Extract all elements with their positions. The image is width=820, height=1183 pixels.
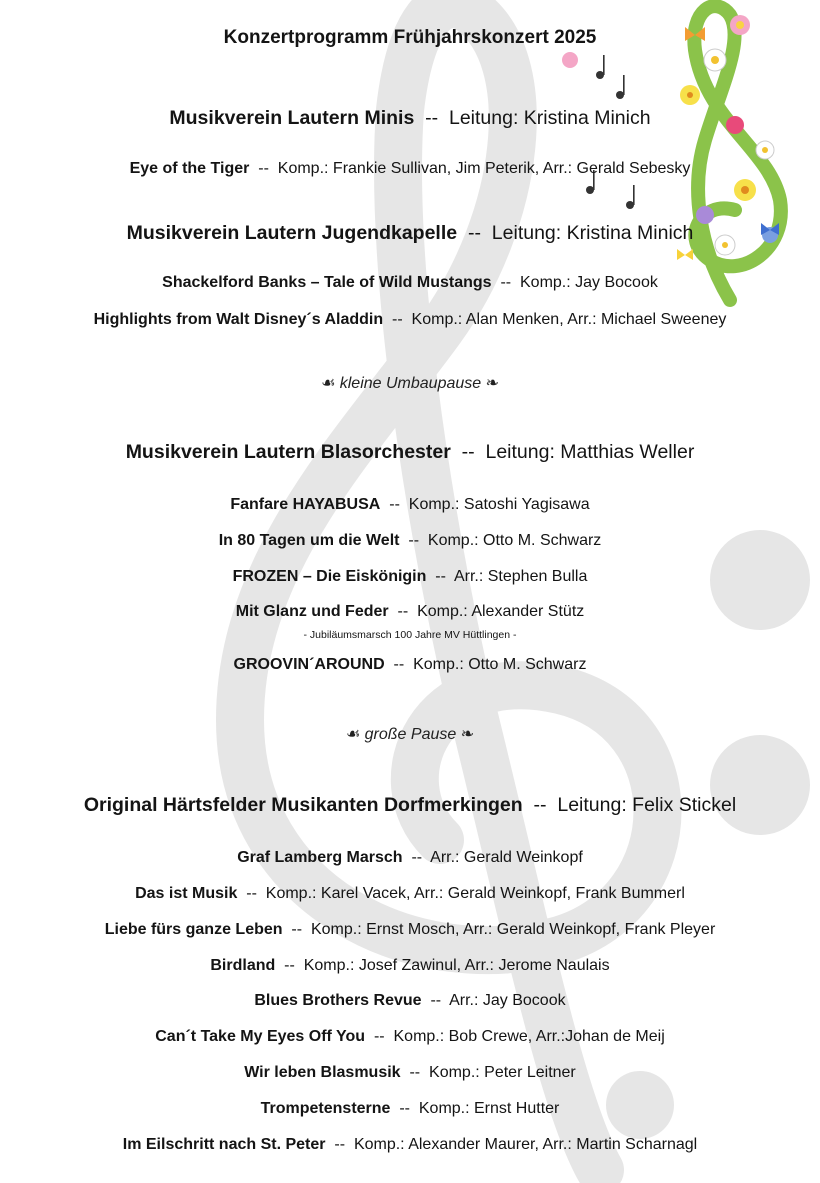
piece-title: Graf Lamberg Marsch — [237, 849, 403, 866]
page-title: Konzertprogramm Frühjahrskonzert 2025 — [223, 27, 597, 48]
piece-credits: Komp.: Ernst Hutter — [418, 1100, 560, 1117]
ensemble-name: Original Härtsfelder Musikanten Dorfmerkingen — [83, 794, 523, 816]
piece-title: Blues Brothers Revue — [254, 992, 422, 1009]
piece-credits: Komp.: Peter Leitner — [429, 1064, 576, 1081]
pause-umbau — [0, 376, 820, 392]
piece-credits: Komp.: Karel Vacek, Arr.: Gerald Weinkopf, Frank Bummerl — [265, 885, 685, 902]
program-item: In 80 Tagen um die Welt -- Komp.: Otto M. Schwarz — [218, 532, 602, 549]
piece-credits: Komp.: Bob Crewe, Arr.:Johan de Meij — [393, 1028, 665, 1045]
program-item: Eye of the Tiger -- Komp.: Frankie Sullivan, Jim Peterik, Arr.: Gerald Sebesky — [129, 160, 691, 177]
program-item: Shackelford Banks – Tale of Wild Mustangs -- Komp.: Jay Bocook — [162, 274, 658, 291]
piece-title: Wir leben Blasmusik — [244, 1064, 401, 1081]
piece-credits: Arr.: Jay Bocook — [449, 992, 566, 1009]
fleuron-right-icon: ❧ — [460, 726, 475, 743]
piece-title: Im Eilschritt nach St. Peter — [122, 1136, 326, 1153]
program-item: Can´t Take My Eyes Off You -- Komp.: Bob Crewe, Arr.:Johan de Meij — [155, 1028, 665, 1045]
music-notes-icon — [586, 55, 635, 209]
program-item: FROZEN – Die Eiskönigin -- Arr.: Stephen Bulla — [232, 568, 588, 585]
piece-title: Fanfare HAYABUSA — [230, 496, 381, 513]
ensemble-heading: Musikverein Lautern Minis -- Leitung: Kristina Minich — [169, 107, 651, 129]
pause-gross — [0, 727, 820, 743]
program-item: Birdland -- Komp.: Josef Zawinul, Arr.: Jerome Naulais — [210, 957, 610, 974]
conductor: Leitung: Matthias Weller — [485, 441, 695, 463]
piece-title: Birdland — [210, 957, 276, 974]
fleuron-left-icon: ☙ — [320, 375, 336, 392]
piece-title: FROZEN – Die Eiskönigin — [232, 568, 427, 585]
piece-credits: Komp.: Alan Menken, Arr.: Michael Sweeney — [411, 311, 727, 328]
program-item: Fanfare HAYABUSA -- Komp.: Satoshi Yagisawa — [230, 496, 590, 513]
piece-title: Liebe fürs ganze Leben — [104, 921, 283, 938]
program-item: Highlights from Walt Disney´s Aladdin -- Komp.: Alan Menken, Arr.: Michael Sweeney — [93, 311, 727, 328]
piece-credits: Arr.: Stephen Bulla — [453, 568, 588, 585]
program-item: Das ist Musik -- Komp.: Karel Vacek, Arr.: Gerald Weinkopf, Frank Bummerl — [135, 885, 685, 902]
piece-credits: Komp.: Alexander Stütz — [417, 603, 585, 620]
piece-credits: Komp.: Frankie Sullivan, Jim Peterik, Arr.: Gerald Sebesky — [277, 160, 691, 177]
piece-title: In 80 Tagen um die Welt — [218, 532, 400, 549]
conductor: Leitung: Kristina Minich — [491, 222, 694, 244]
piece-title: GROOVIN´AROUND — [233, 656, 385, 673]
fleuron-right-icon: ❧ — [485, 375, 500, 392]
piece-credits: Komp.: Ernst Mosch, Arr.: Gerald Weinkopf, Frank Pleyer — [310, 921, 716, 938]
piece-note: - Jubiläumsmarsch 100 Jahre MV Hüttlingen - — [303, 629, 517, 641]
clef-dot-lower — [710, 735, 810, 835]
pause-text: große Pause — [364, 726, 457, 743]
piece-credits: Komp.: Jay Bocook — [520, 274, 658, 291]
fleuron-left-icon: ☙ — [345, 726, 361, 743]
program-item: Mit Glanz und Feder -- Komp.: Alexander Stütz — [235, 603, 585, 620]
piece-credits: Komp.: Josef Zawinul, Arr.: Jerome Naulais — [303, 957, 610, 974]
piece-title: Trompetensterne — [260, 1100, 391, 1117]
program-item: Im Eilschritt nach St. Peter -- Komp.: Alexander Maurer, Arr.: Martin Scharnagl — [122, 1136, 698, 1153]
pause-text: kleine Umbaupause — [339, 375, 482, 392]
piece-credits: Komp.: Satoshi Yagisawa — [408, 496, 590, 513]
ensemble-name: Musikverein Lautern Jugendkapelle — [126, 222, 458, 244]
piece-title: Das ist Musik — [135, 885, 238, 902]
program-item: Graf Lamberg Marsch -- Arr.: Gerald Weinkopf — [237, 849, 583, 866]
program-item: GROOVIN´AROUND -- Komp.: Otto M. Schwarz — [233, 656, 587, 673]
piece-title: Can´t Take My Eyes Off You — [155, 1028, 366, 1045]
ensemble-name: Musikverein Lautern Minis — [169, 107, 415, 129]
piece-credits: Komp.: Otto M. Schwarz — [413, 656, 587, 673]
piece-title: Eye of the Tiger — [129, 160, 250, 177]
program-item: Trompetensterne -- Komp.: Ernst Hutter — [260, 1100, 560, 1117]
piece-credits: Komp.: Otto M. Schwarz — [427, 532, 602, 549]
ensemble-heading: Original Härtsfelder Musikanten Dorfmerkingen -- Leitung: Felix Stickel — [83, 794, 737, 816]
ensemble-name: Musikverein Lautern Blasorchester — [125, 441, 451, 463]
program-item: Liebe fürs ganze Leben -- Komp.: Ernst Mosch, Arr.: Gerald Weinkopf, Frank Pleyer — [104, 921, 716, 938]
piece-title: Highlights from Walt Disney´s Aladdin — [93, 311, 384, 328]
piece-credits: Arr.: Gerald Weinkopf — [430, 849, 583, 866]
program-item: Blues Brothers Revue -- Arr.: Jay Bocook — [254, 992, 566, 1009]
piece-title: Shackelford Banks – Tale of Wild Mustangs — [162, 274, 492, 291]
conductor: Leitung: Kristina Minich — [448, 107, 651, 129]
ensemble-heading: Musikverein Lautern Blasorchester -- Leitung: Matthias Weller — [125, 441, 695, 463]
ensemble-heading: Musikverein Lautern Jugendkapelle -- Leitung: Kristina Minich — [126, 222, 694, 244]
conductor: Leitung: Felix Stickel — [557, 794, 737, 816]
piece-title: Mit Glanz und Feder — [235, 603, 389, 620]
piece-credits: Komp.: Alexander Maurer, Arr.: Martin Scharnagl — [353, 1136, 698, 1153]
program-item: Wir leben Blasmusik -- Komp.: Peter Leitner — [244, 1064, 576, 1081]
